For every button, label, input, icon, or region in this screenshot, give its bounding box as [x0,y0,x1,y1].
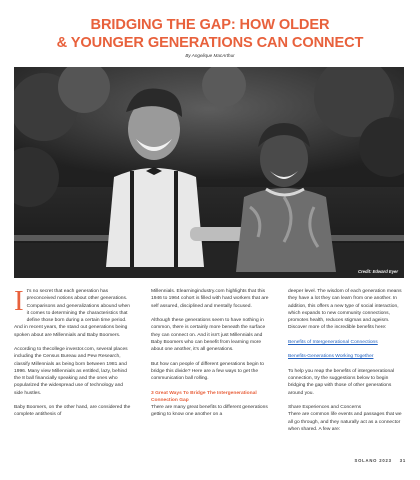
link-benefits-intergenerational[interactable]: Benefits of Intergenerational Connections [288,339,378,345]
text-column-3 [288,288,406,440]
paragraph: Although these generations seem to have nothing in common, there is certainly more beneath the surface they can connect on. And it isn't just Millennials and Baby Boomers who can benefit from learning more about one another, it's all generations. [151,318,266,352]
intro-text: t's no secret that each generation has preconceived notions about other generations. Comparisons and generalizations abound when it comes to determining the characteristics that define those born during a certain time period. And in recent years, the stand out generations being spoken about are Millennials and Baby Boomers. [14,289,130,338]
link-benefits-generations-working[interactable]: Benefits-Generations Working Together [288,354,374,360]
section-subhead: 3 Great Ways To Bridge The Intergenerational Connection Gap [151,390,257,403]
paragraph: To help you reap the benefits of intergenerational connection, try the suggestions below to begin bridging the gap with those of other generations around you. [288,368,395,396]
paragraph: Baby Boomers, on the other hand, are considered the complete antithesis of [14,405,131,418]
photo-credit: Credit: Edward Eyer [357,269,398,274]
page-footer [355,458,406,463]
paragraph: Millennials. Elearningindustry.com highlights that this 1946 to 1964 cohort is filled with hard workers that are self assured, disciplined and mentally focused. [151,289,269,309]
paragraph: There are common life events and passages that we all go through, and they naturally act as a connector when shared. A few are: [288,412,402,432]
drop-cap: I [14,285,24,317]
paragraph: There are many great benefits to different generations getting to know one another on a [151,405,268,418]
section-heading-share-experiences: Share Experiences and Concerns [288,405,362,410]
paragraph: But how can people of different generations begin to bridge this divide? Here are a few ways to get the communication ball rolling. [151,361,265,381]
text-column-1 [14,285,132,426]
paragraph: According to thecollege investor.com, several places including the Census Bureau and Pew Research, classify Millennials as being born between 1981 and 1996. Many view Millennials as entitled, lazy, behind the 8 ball financially speaking and the ones who popularized the widespread use of technology and side hustles. [14,347,128,396]
article-photo [14,67,404,278]
magazine-name: SOLANO 2023 [354,458,392,463]
article-headline [0,16,420,52]
paragraph: deeper level. The wisdom of each generation means they have a lot they can learn from one another. In addition, this offers a new type of social interaction, which expands to new community connections, promotes health, reduces stigmas and ageism. Discover more of the incredible benefits here: [288,289,402,331]
page-number: 31 [399,458,406,463]
photo-illustration [14,67,404,278]
text-column-2 [151,288,269,426]
headline-line-2: & YOUNGER GENERATIONS CAN CONNECT [56,35,364,51]
intro-paragraph [14,285,132,339]
headline-line-1: BRIDGING THE GAP: HOW OLDER [90,17,330,33]
article-byline: By Angelique MacArthur [185,53,235,58]
